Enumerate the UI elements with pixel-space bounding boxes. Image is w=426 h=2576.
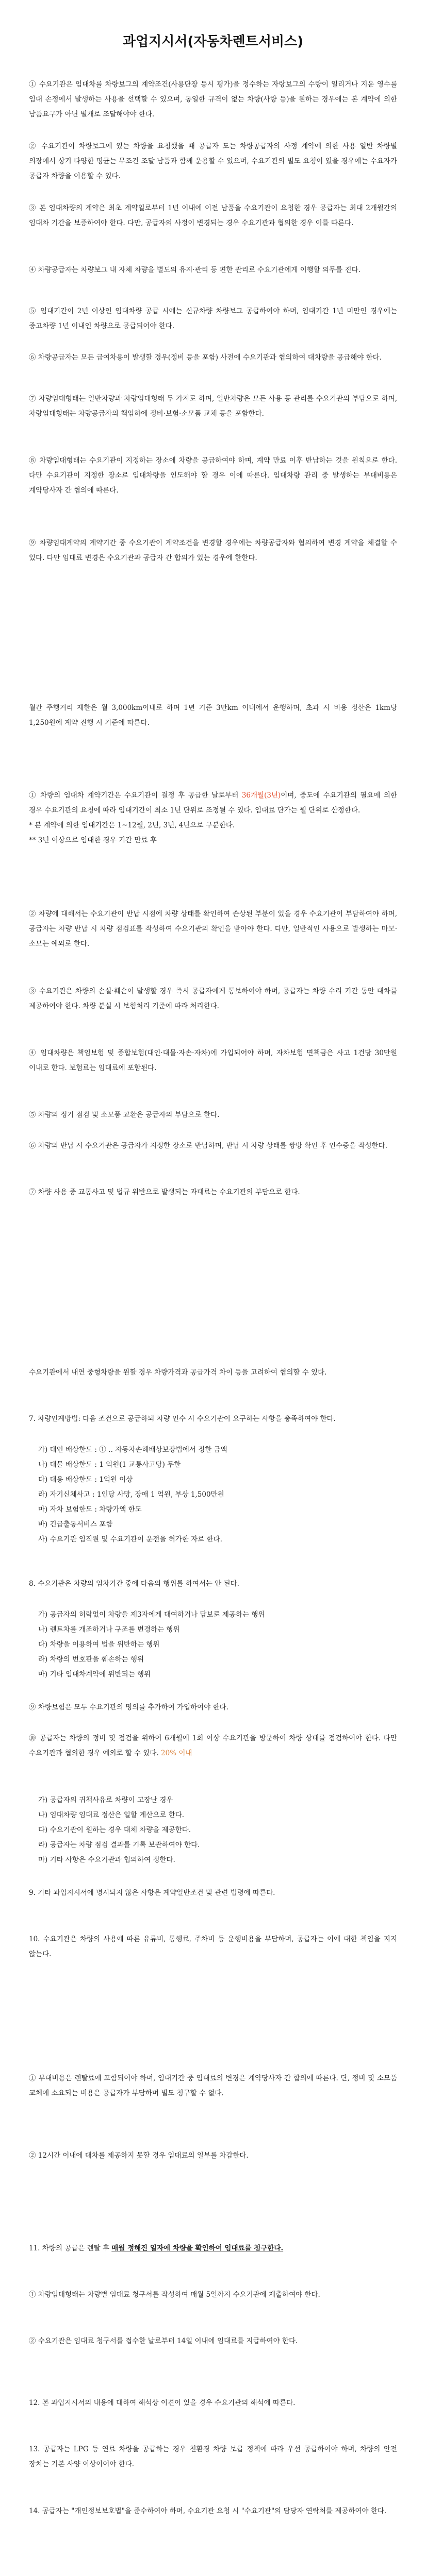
paragraph-18: 수요기관에서 내연 중형차량을 원할 경우 차량가격과 공급가격 차이 등을 고려하여 협의할 수 있다. bbox=[29, 1368, 327, 1377]
insurance-item: 나) 대물 배상한도 : 1 억원(1 교통사고당) 무한 bbox=[38, 1461, 181, 1469]
paragraph-25: ① 부대비용은 렌탈료에 포함되어야 하며, 임대기간 중 임대료의 변경은 계약당사자 간 합의에 따른다. 단, 정비 및 소모품 교체에 소요되는 비용은 공급자가 부담하며 별도 청구할 수 없다. bbox=[29, 2074, 397, 2097]
paragraph-23: 9. 기타 과업지시서에 명시되지 않은 사항은 계약일반조건 및 관련 법령에 따른다. bbox=[29, 1889, 275, 1897]
prohibited-item: 라) 차량의 번호판을 훼손하는 행위 bbox=[38, 1655, 144, 1664]
paragraph-7: ⑦ 차량임대형태는 일반차량과 차량임대형태 두 가지로 하며, 일반차량은 모든 사용 등 관리를 수요기관의 부담으로 하며, 차량임대형태는 차량공급자의 책임하에 정비·보험·소모품 교체 등을 포함한다. bbox=[29, 395, 397, 418]
document-title: 과업지시서(자동차렌트서비스) bbox=[122, 34, 304, 49]
insurance-list bbox=[38, 1443, 397, 1547]
limit-highlight: 20% 이내 bbox=[161, 1749, 192, 1757]
insurance-item: 라) 자기신체사고 : 1인당 사망, 장애 1 억원, 부상 1,500만원 bbox=[38, 1490, 224, 1499]
paragraph-20: 8. 수요기관은 차량의 임차기간 중에 다음의 행위를 하여서는 안 된다. bbox=[29, 1580, 239, 1588]
prohibited-item: 가) 공급자의 허락없이 차량을 제3자에게 대여하거나 담보로 제공하는 행위 bbox=[38, 1611, 265, 1619]
paragraph-14: ④ 임대차량은 책임보험 및 종합보험(대인·대물·자손·자차)에 가입되어야 하며, 자차보험 면책금은 사고 1건당 30만원 이내로 한다. 보험료는 임대료에 포함된다. bbox=[29, 1049, 397, 1072]
paragraph-8: ⑧ 차량임대형태는 수요기관이 지정하는 장소에 차량을 공급하여야 하며, 계약 만료 이후 반납하는 것을 원칙으로 한다. 다만 수요기관이 지정한 장소로 임대차량을 인도해야 할 경우 이에 따른다. 임대차량 관리 중 발생하는 부대비용은 계약당사자 간 협의에 따른다. bbox=[29, 456, 397, 495]
paragraph-3: ③ 본 임대차량의 계약은 최초 계약일로부터 1년 이내에 이전 남품을 수요기관이 요청한 경우 공급자는 최대 2개월간의 임대차 기간을 보증하여야 한다. 다만, 공급자의 사정이 변경되는 경우 수요기관과 협의한 경우 이를 따른다. bbox=[29, 204, 397, 227]
paragraph-27-text: 11. 차량의 공급은 렌탈 후 bbox=[29, 2244, 112, 2252]
paragraph-29: ② 수요기관은 임대료 청구서를 접수한 날로부터 14일 이내에 임대료를 지급하여야 한다. bbox=[29, 2337, 298, 2345]
insurance-item: 바) 긴급출동서비스 포함 bbox=[38, 1520, 113, 1529]
paragraph-11-cont: 이며, 중도에 수요기관의 필요에 의한 경우 수요기관의 요청에 따라 임대기간이 최소 1년 단위로 조정될 수 있다. 임대료 단가는 월 단위로 산정한다. bbox=[29, 791, 397, 815]
insurance-item: 가) 대인 배상한도 : ① ‥ 자동차손해배상보장법에서 정한 금액 bbox=[38, 1446, 227, 1454]
paragraph-1: ① 수요기관은 임대차를 차량보그의 계약조건(사용단장 등시 평가)을 정수하는 자랑보그의 수량이 일리거나 지운 영수를 임대 손정에서 발생하는 사용을 선택할 수 있으며, 동일한 규격이 없는 차량(사량 등)을 원하는 경우에는 본 계약에 의한 남품요구가 아닌 별개로 조달해야야 한다. bbox=[29, 80, 397, 118]
note-2: ** 3년 이상으로 임대한 경우 기간 만료 후 bbox=[29, 836, 157, 844]
maintenance-list bbox=[38, 1793, 397, 1868]
paragraph-10: 월간 주행거리 제한은 월 3,000km이내로 하며 1년 기준 3만km 이내에서 운행하며, 초과 시 비용 정산은 1km당 1,250원에 계약 진행 시 기준에 따른다. bbox=[29, 704, 397, 727]
prohibited-item: 마) 기타 임대차계약에 위반되는 행위 bbox=[38, 1670, 151, 1679]
paragraph-22-text: ⑩ 공급자는 차량의 정비 및 점검을 위하여 6개월에 1회 이상 수요기관을 방문하여 차량 상태를 점검하여야 한다. 다만 수요기관과 협의한 경우 예외로 할 수 있다. bbox=[29, 1734, 397, 1757]
insurance-item: 사) 수요기관 임직원 및 수요기관이 운전을 허가한 자로 한다. bbox=[38, 1535, 222, 1544]
rental-period-highlight: 36개월(3년) bbox=[241, 791, 281, 800]
paragraph-11 bbox=[29, 788, 397, 848]
billing-emphasis: 매월 정해진 일자에 차량을 확인하여 임대료를 청구한다. bbox=[111, 2244, 284, 2252]
prohibited-item: 다) 차량을 이용하여 법을 위반하는 행위 bbox=[38, 1640, 160, 1649]
paragraph-32: 14. 공급자는 "개인정보보호법"을 준수하여야 하며, 수요기관 요청 시 "수요기관"의 담당자 연락처를 제공하여야 한다. bbox=[29, 2507, 387, 2515]
paragraph-11-text: ① 차량의 임대차 계약기간은 수요기관이 결정 후 공급한 날로부터 bbox=[29, 791, 242, 800]
paragraph-19: 7. 차량인계방법: 다음 조건으로 공급하되 차량 인수 시 수요기관이 요구하는 사항을 충족하여야 한다. bbox=[29, 1415, 336, 1423]
insurance-item: 다) 대용 배상한도 : 1억원 이상 bbox=[38, 1476, 133, 1484]
paragraph-13: ③ 수요기관은 차량의 손실·훼손이 발생할 경우 즉시 공급자에게 통보하여야 하며, 공급자는 차량 수리 기간 동안 대차를 제공하여야 한다. 차량 분실 시 보험처리 기준에 따라 처리한다. bbox=[29, 987, 397, 1010]
prohibited-list bbox=[38, 1607, 397, 1682]
maintenance-item: 마) 기타 사항은 수요기관과 협의하여 정한다. bbox=[38, 1856, 175, 1864]
paragraph-12: ② 차량에 대해서는 수요기관이 반납 시점에 차량 상태를 확인하여 손상된 부분이 있을 경우 수요기관이 부담하여야 하며, 공급자는 차량 반납 시 차량 점검표를 작성하여 수요기관의 확인을 받아야 한다. 다만, 일반적인 사용으로 발생하는 마모·소모는 예외로 한다. bbox=[29, 910, 397, 948]
paragraph-9: ⑨ 차량임대계약의 계약기간 중 수요기관이 계약조건을 변경할 경우에는 차량공급자와 협의하여 변경 계약을 체결할 수 있다. 다만 임대료 변경은 수요기관과 공급자 간 합의가 있는 경우에 한한다. bbox=[29, 539, 397, 562]
paragraph-26: ② 12시간 이내에 대차를 제공하지 못할 경우 임대료의 일부를 차감한다. bbox=[29, 2151, 249, 2160]
paragraph-4: ④ 차량공급자는 차량보그 내 자체 차량을 별도의 유지·관리 등 편한 관리로 수요기관에게 이행할 의무를 진다. bbox=[29, 266, 361, 274]
maintenance-item: 라) 공급자는 차량 점검 결과를 기록 보관하여야 한다. bbox=[38, 1841, 200, 1849]
paragraph-24: 10. 수요기관은 차량의 사용에 따른 유류비, 통행료, 주차비 등 운행비용을 부담하며, 공급자는 이에 대한 책임을 지지 않는다. bbox=[29, 1935, 397, 1958]
maintenance-item: 가) 공급자의 귀책사유로 차량이 고장난 경우 bbox=[38, 1796, 173, 1804]
paragraph-2: ② 수요기관이 차량보그에 있는 차량을 요청했을 때 공급자 도는 차량공급자의 사정 계약에 의한 사용 일반 차량별 의장에서 상기 다양한 평균는 무조건 조달 남품과 함께 운용할 수 있으며, 수요기관의 별도 요청이 있을 경우에는 수요자가 공급자 차량을 이용할 수 있다. bbox=[29, 142, 397, 180]
paragraph-17: ⑦ 차량 사용 중 교통사고 및 법규 위반으로 발생되는 과태료는 수요기관의 부담으로 한다. bbox=[29, 1188, 300, 1196]
paragraph-27 bbox=[29, 2241, 397, 2256]
paragraph-16: ⑥ 차량의 반납 시 수요기관은 공급자가 지정한 장소로 반납하며, 반납 시 차량 상태를 쌍방 확인 후 인수증을 작성한다. bbox=[29, 1142, 387, 1150]
prohibited-item: 나) 렌트차를 개조하거나 구조를 변경하는 행위 bbox=[38, 1625, 180, 1634]
paragraph-31: 13. 공급자는 LPG 등 연료 차량을 공급하는 경우 친환경 차량 보급 정책에 따라 우선 공급하여야 하며, 차량의 안전 장치는 기본 사양 이상이어야 한다. bbox=[29, 2445, 397, 2468]
insurance-item: 마) 자차 보험한도 : 차량가액 한도 bbox=[38, 1505, 142, 1514]
paragraph-30: 12. 본 과업지시서의 내용에 대하여 해석상 이견이 있을 경우 수요기관의 해석에 따른다. bbox=[29, 2399, 296, 2407]
maintenance-item: 다) 수요기관이 원하는 경우 대체 차량을 제공한다. bbox=[38, 1826, 191, 1834]
paragraph-6: ⑥ 차량공급자는 모든 급여차용이 발생할 경우(정비 등을 포함) 사전에 수요기관과 협의하여 대차량을 공급해야 한다. bbox=[29, 353, 382, 362]
paragraph-21: ⑨ 차량보험은 모두 수요기관의 명의를 추가하여 가입하여야 한다. bbox=[29, 1703, 228, 1711]
paragraph-15: ⑤ 차량의 정기 점검 및 소모품 교환은 공급자의 부담으로 한다. bbox=[29, 1111, 220, 1119]
paragraph-5: ⑤ 임대기간이 2년 이상인 임대차량 공급 시에는 신규차량 차량보그 공급하여야 하며, 임대기간 1년 미만인 경우에는 중고차량 1년 이내인 차량으로 공급되어야 한다. bbox=[29, 307, 397, 330]
paragraph-28: ① 차량임대형태는 차량별 임대료 청구서를 작성하여 매월 5일까지 수요기관에 제출하여야 한다. bbox=[29, 2291, 320, 2299]
paragraph-22 bbox=[29, 1731, 397, 1761]
maintenance-item: 나) 임대차량 임대료 정산은 일할 계산으로 한다. bbox=[38, 1811, 185, 1819]
note-1: * 본 계약에 의한 임대기간은 1~12월, 2년, 3년, 4년으로 구분한다. bbox=[29, 821, 235, 829]
